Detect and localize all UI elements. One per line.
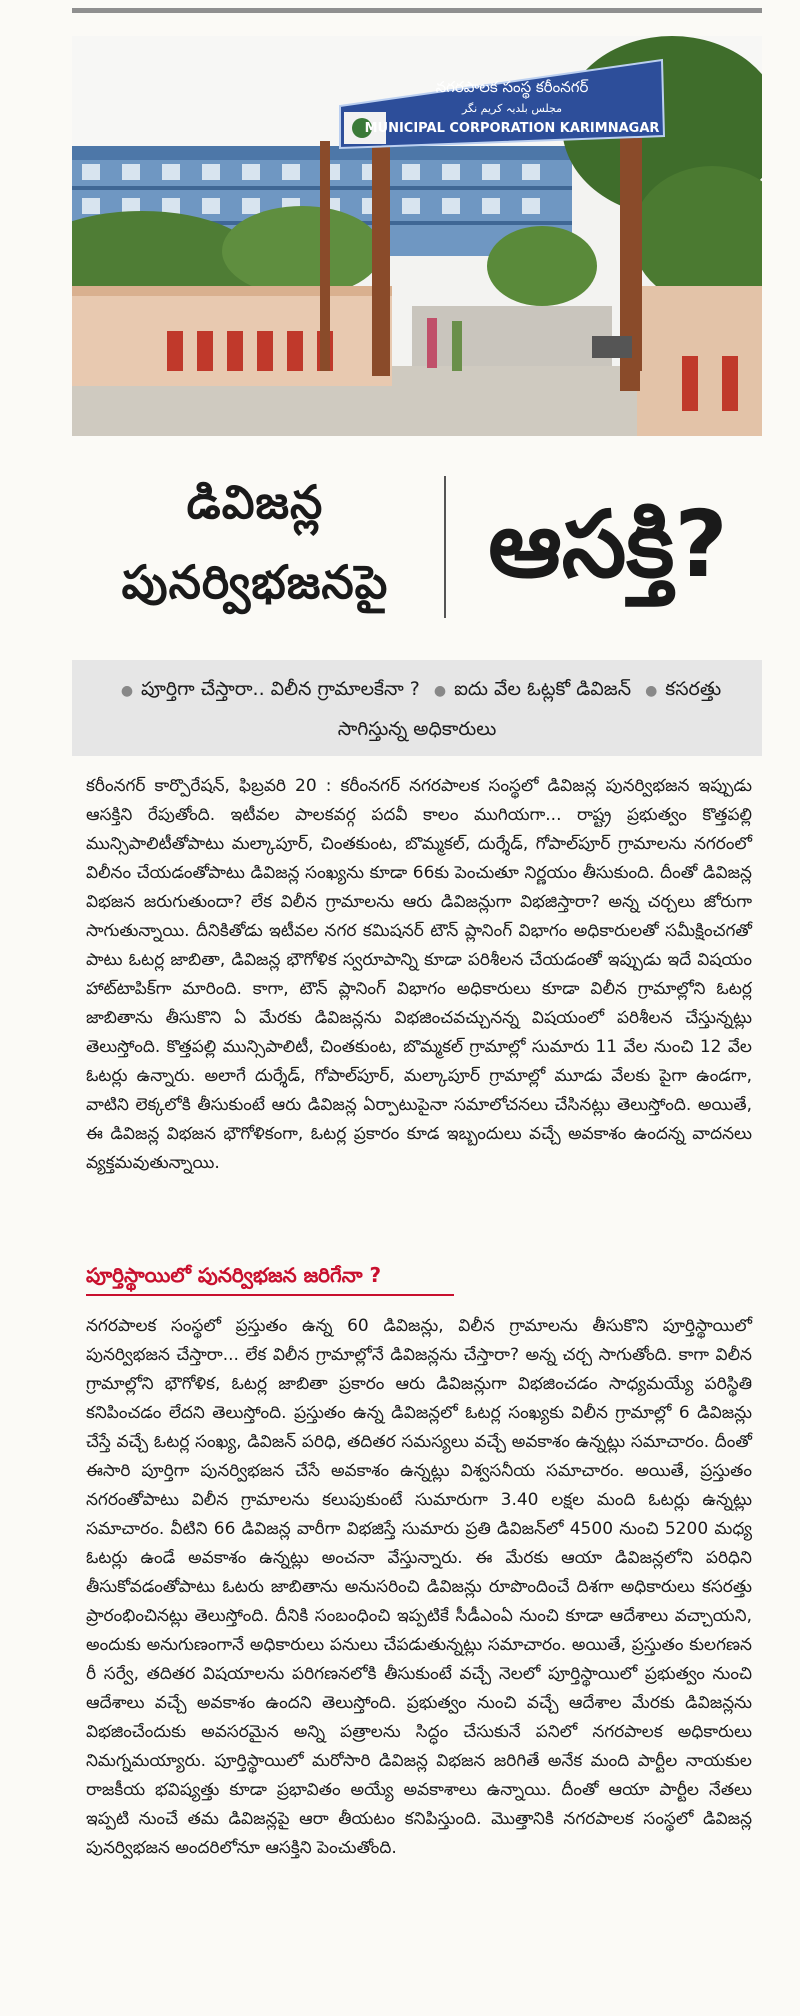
section-underline xyxy=(86,1294,454,1296)
section-heading-text: పూర్తిస్థాయిలో పునర్విభజన జరిగేనా ? xyxy=(86,1263,382,1287)
subhead-item-1: పూర్తిగా చేస్తారా.. విలీన గ్రామాలకేనా ? xyxy=(141,678,420,700)
news-photo xyxy=(72,36,762,436)
headline xyxy=(72,462,762,630)
headline-divider xyxy=(444,476,446,618)
subhead-item-2: ఐదు వేల ఓట్లకో డివిజన్ xyxy=(454,678,632,700)
subhead-item-3: కసరత్తు సాగిస్తున్న అధికారులు xyxy=(337,678,722,740)
bullet-icon: ● xyxy=(433,683,447,699)
headline-emphasis: ఆసక్తి? xyxy=(488,491,728,598)
section-heading xyxy=(86,1258,752,1298)
bullet-icon: ● xyxy=(120,683,134,699)
bullet-icon: ● xyxy=(645,683,658,699)
sign-urdu: مجلس بلدیہ کریم نگر xyxy=(461,102,563,115)
top-rule xyxy=(72,8,762,13)
subhead-box xyxy=(72,660,762,756)
article-paragraph-1: కరీంనగర్ కార్పొరేషన్, ఫిబ్రవరి 20 : కరీంనగర్ నగరపాలక సంస్థలో డివిజన్ల పునర్విభజన ఇప్పుడు ఆసక్తిని రేపుతోంది. ఇటీవల పాలకవర్గ పదవీ కాలం ముగియగా... రాష్ట్ర ప్రభుత్వం కొత్తపల్లి మున్సిపాలిటీతోపాటు మల్కాపూర్, చింతకుంట, బొమ్మకల్, దుర్శేడ్, గోపాల్‌పూర్ గ్రామాలను నగరంలో విలీనం చేయడంతోపాటు డివిజన్ల సంఖ్యను కూడా 66కు పెంచుతూ నిర్ణయం తీసుకుంది. దీంతో డివిజన్ల విభజన జరుగుతుందా? లేక విలీన గ్రామాలను ఆరు డివిజన్లుగా విభజిస్తారా? అన్న చర్చలు జోరుగా సాగుతున్నాయి. దీనికితోడు ఇటీవల నగర కమిషనర్ టౌన్ ప్లానింగ్ విభాగం అధికారులతో సమీక్షించగతో పాటు ఓటర్ల జాబితా, డివిజన్ల భౌగోళిక స్వరూపాన్ని కూడా పరిశీలన చేయడంతో ఇప్పుడు ఇదే విషయం హాట్‌టాపిక్‌గా మారింది. కాగా, టౌన్ ప్లానింగ్ విభాగం అధికారులు కూడా విలీన గ్రామాల్లోని ఓటర్ల జాబితాను తీసుకొని ఏ మేరకు డివిజన్లను విభజించవచ్చునన్న విషయంలో పరిశీలన చేస్తున్నట్లు తెలుస్తోంది. కొత్తపల్లి మున్సిపాలిటీ, చింతకుంట, బొమ్మకల్ గ్రామాల్లో సుమారు 11 వేల నుంచి 12 వేల ఓటర్లు ఉన్నారు. అలాగే దుర్శేడ్, గోపాల్‌పూర్, మల్కాపూర్ గ్రామాల్లో మూడు వేలకు పైగా ఉండగా, వాటిని లెక్కలోకి తీసుకుంటే ఆరు డివిజన్ల ఏర్పాటుపైనా సమాలోచనలు చేసినట్లు తెలుస్తోంది. అయితే, ఈ డివిజన్ల విభజన భౌగోళికంగా, ఓటర్ల ప్రకారం కూడ ఇబ్బందులు వచ్చే అవకాశం ఉందన్న వాదనలు వ్యక్తమవుతున్నాయి. xyxy=(86,776,752,1173)
headline-line2: పునర్విభజనపై xyxy=(121,555,389,609)
article-paragraph-2: నగరపాలక సంస్థలో ప్రస్తుతం ఉన్న 60 డివిజన్లు, విలీన గ్రామాలను తీసుకొని పూర్తిస్థాయిలో పునర్విభజన చేస్తారా... లేక విలీన గ్రామాల్లోనే డివిజన్లను చేస్తారా? అన్న చర్చ సాగుతోంది. కాగా విలీన గ్రామాల్లోని భౌగోళిక, ఓటర్ల జాబితా ప్రకారం ఆరు డివిజన్లుగా విభజించడం సాధ్యమయ్యే పరిస్థితి కనిపించడం లేదని తెలుస్తోంది. ప్రస్తుతం ఉన్న డివిజన్లలో ఓటర్ల సంఖ్యకు విలీన గ్రామాల్లో 6 డివిజన్లు చేస్తే వచ్చే ఓటర్ల సంఖ్య, డివిజన్ పరిధి, తదితర సమస్యలు వచ్చే అవకాశం ఉన్నట్లు సమాచారం. దీంతో ఈసారి పూర్తిగా పునర్విభజన చేసే అవకాశం ఉన్నట్లు విశ్వసనీయ సమాచారం. అయితే, ప్రస్తుతం నగరంతోపాటు విలీన గ్రామాలను కలుపుకుంటే సుమారుగా 3.40 లక్షల మంది ఓటర్లు ఉన్నట్లు సమాచారం. వీటిని 66 డివిజన్ల వారీగా విభజిస్తే సుమారు ప్రతి డివిజన్‌లో 4500 నుంచి 5200 మధ్య ఓటర్లు ఉండే అవకాశం ఉన్నట్లు అంచనా వేస్తున్నారు. ఈ మేరకు ఆయా డివిజన్లలోని పరిధిని తీసుకోవడంతోపాటు ఓటరు జాబితాను అనుసరించి డివిజన్లు రూపొందించే దిశగా అధికారులు కసరత్తు ప్రారంభించినట్లు తెలుస్తోంది. దీనికి సంబంధించి ఇప్పటికే సీడీఎంఏ నుంచి కూడా ఆదేశాలు వచ్చాయని, అందుకు అనుగుణంగానే అధికారులు పనులు చేపడుతున్నట్లు సమాచారం. అయితే, ప్రస్తుతం కులగణన రీ సర్వే, తదితర విషయాలను పరిగణనలోకి తీసుకుంటే వచ్చే నెలలో పూర్తిస్థాయిలో ప్రభుత్వం నుంచి ఆదేశాలు వచ్చే అవకాశం ఉందని తెలుస్తోంది. ప్రభుత్వం నుంచి వచ్చే ఆదేశాల మేరకు డివిజన్లను విభజించేందుకు అవసరమైన అన్ని పత్రాలను సిద్ధం చేసుకునే పనిలో నగరపాలక అధికారులు నిమగ్నమయ్యారు. పూర్తిస్థాయిలో మరోసారి డివిజన్ల విభజన జరిగితే అనేక మంది పార్టీల నాయకుల రాజకీయ భవిష్యత్తు కూడా ప్రభావితం అయ్యే అవకాశాలు ఉన్నాయి. దీంతో ఆయా పార్టీల నేతలు ఇప్పటి నుంచే తమ డివిజన్లపై ఆరా తీయటం కనిపిస్తుంది. మొత్తానికి నగరపాలక సంస్థలో డివిజన్ల పునర్విభజన అందరిలోనూ ఆసక్తిని పెంచుతోంది. xyxy=(86,1316,752,1858)
sign-telugu: నగరపాలక సంస్థ కరీంనగర్ xyxy=(435,78,589,96)
headline-line1: డివిజన్ల xyxy=(186,475,324,529)
headline-left xyxy=(72,462,438,622)
sign-english: MUNICIPAL CORPORATION KARIMNAGAR xyxy=(364,121,660,136)
